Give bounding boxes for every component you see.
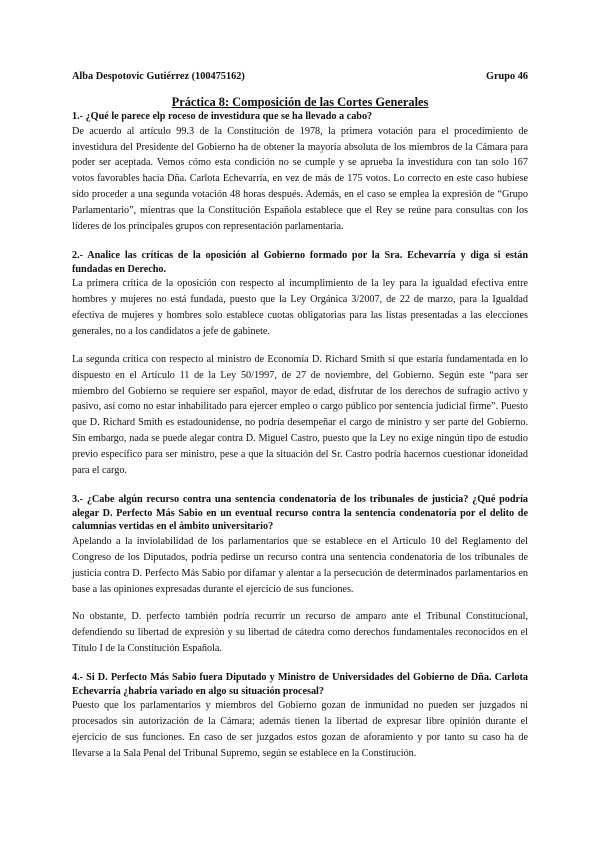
section-3	[72, 493, 528, 657]
question-1: 1.- ¿Qué le parece elp roceso de investidura que se ha llevado a cabo?	[72, 111, 373, 122]
section-1	[72, 110, 528, 235]
answer-4-paragraph-1: Puesto que los parlamentarios y miembros del Gobierno gozan de inmunidad no pueden ser juzgados ni procesados sin autorización de la Cámara; además tienen la libertad de expresar libre opinión durante el ejercicio de sus funciones. En caso de ser juzgados estos gozan de aforamiento y por tanto su caso ha de llevarse a la Sala Penal del Tribunal Supremo, según se establece en la Constitución.	[72, 700, 528, 760]
answer-2-paragraph-2: La segunda crítica con respecto al ministro de Economía D. Richard Smith sí que estaría fundamentada en lo dispuesto en el Artículo 11 de la Ley 50/1997, de 27 de noviembre, del Gobierno. Según este “para ser miembro del Gobierno se requiere ser español, mayor de edad, disfrutar de los derechos de sufragio activo y pasivo, así como no estar inhabilitado para ejercer empleo o cargo público por sentencia judicial firme”. Puesto que D. Richard Smith es estadounidense, no podría desempeñar el cargo de ministro y ser parte del Gobierno. Sin embargo, nada se puede alegar contra D. Miguel Castro, puesto que la Ley no exige ningún tipo de estudio previo específico para ser ministro, pese a que la situación del Sr. Castro podría hacernos cuestionar idoneidad para el cargo.	[72, 353, 528, 477]
answer-1-paragraph-1: De acuerdo al artículo 99.3 de la Constitución de 1978, la primera votación para el procedimiento de investidura del Presidente del Gobierno ha de obtener la mayoría absoluta de los miembros de la Cámara para poder ser aceptada. Vemos cómo esta condición no se cumple y se aprueba la investidura con tan solo 167 votos favorables hacia Dña. Carlota Echevarría, en vez de más de 175 votos. Lo correcto en este caso hubiese sido proceder a una segunda votación 48 horas después. Además, en el caso se emplea la expresión de “Grupo Parlamentario”, mientras que la Constitución Española establece que el Rey se reúne para consultas con los líderes de los principales grupos con representación parlamentaria.	[72, 125, 528, 233]
author-name: Alba Despotovic Gutiérrez (100475162)	[72, 71, 245, 82]
question-3: 3.- ¿Cabe algún recurso contra una sentencia condenatoria de los tribunales de justicia? ¿Qué podría alegar D. Perfecto Más Sabio en un eventual recurso contra la sentencia condenatoria por el delito de calumnias vertidas en el ámbito universitario?	[72, 494, 528, 533]
question-2: 2.- Analice las críticas de la oposición al Gobierno formado por la Sra. Echevarría y diga si están fundadas en Derecho.	[72, 249, 528, 275]
answer-3-paragraph-2: No obstante, D. perfecto también podría recurrir un recurso de amparo ante el Tribunal Constitucional, defendiendo su libertad de expresión y su libertad de cátedra como derechos fundamentales reconocidos en el Título I de la Constitución Española.	[72, 611, 528, 655]
document-header	[72, 70, 528, 84]
section-2	[72, 249, 528, 479]
group-label: Grupo 46	[485, 71, 528, 82]
section-4	[72, 671, 528, 762]
question-4: 4.- Si D. Perfecto Más Sabio fuera Diputado y Ministro de Universidades del Gobierno de Dña. Carlota Echevarría ¿habría variado en algo su situación procesal?	[72, 672, 528, 697]
answer-3-paragraph-1: Apelando a la inviolabilidad de los parlamentarios que se establece en el Artículo 10 del Reglamento del Congreso de los Diputados, podría pedirse un recurso contra una sentencia condenatoria de los tribunales de justicia contra D. Perfecto Más Sabio por difamar y alentar a la persecución de determinados parlamentarios en base a las opiniones expresadas durante el ejercicio de sus funciones.	[72, 535, 528, 595]
document-title: Práctica 8: Composición de las Cortes Generales	[171, 95, 429, 109]
answer-2-paragraph-1: La primera crítica de la oposición con respecto al incumplimiento de la ley para la igualdad efectiva entre hombres y mujeres no está fundada, puesto que la Ley Orgánica 3/2007, de 22 de marzo, para la Igualdad efectiva de mujeres y hombres solo establece cuotas obligatorias para las listas presentadas a las elecciones generales, no a los candidatos a jefe de gabinete.	[72, 278, 528, 337]
